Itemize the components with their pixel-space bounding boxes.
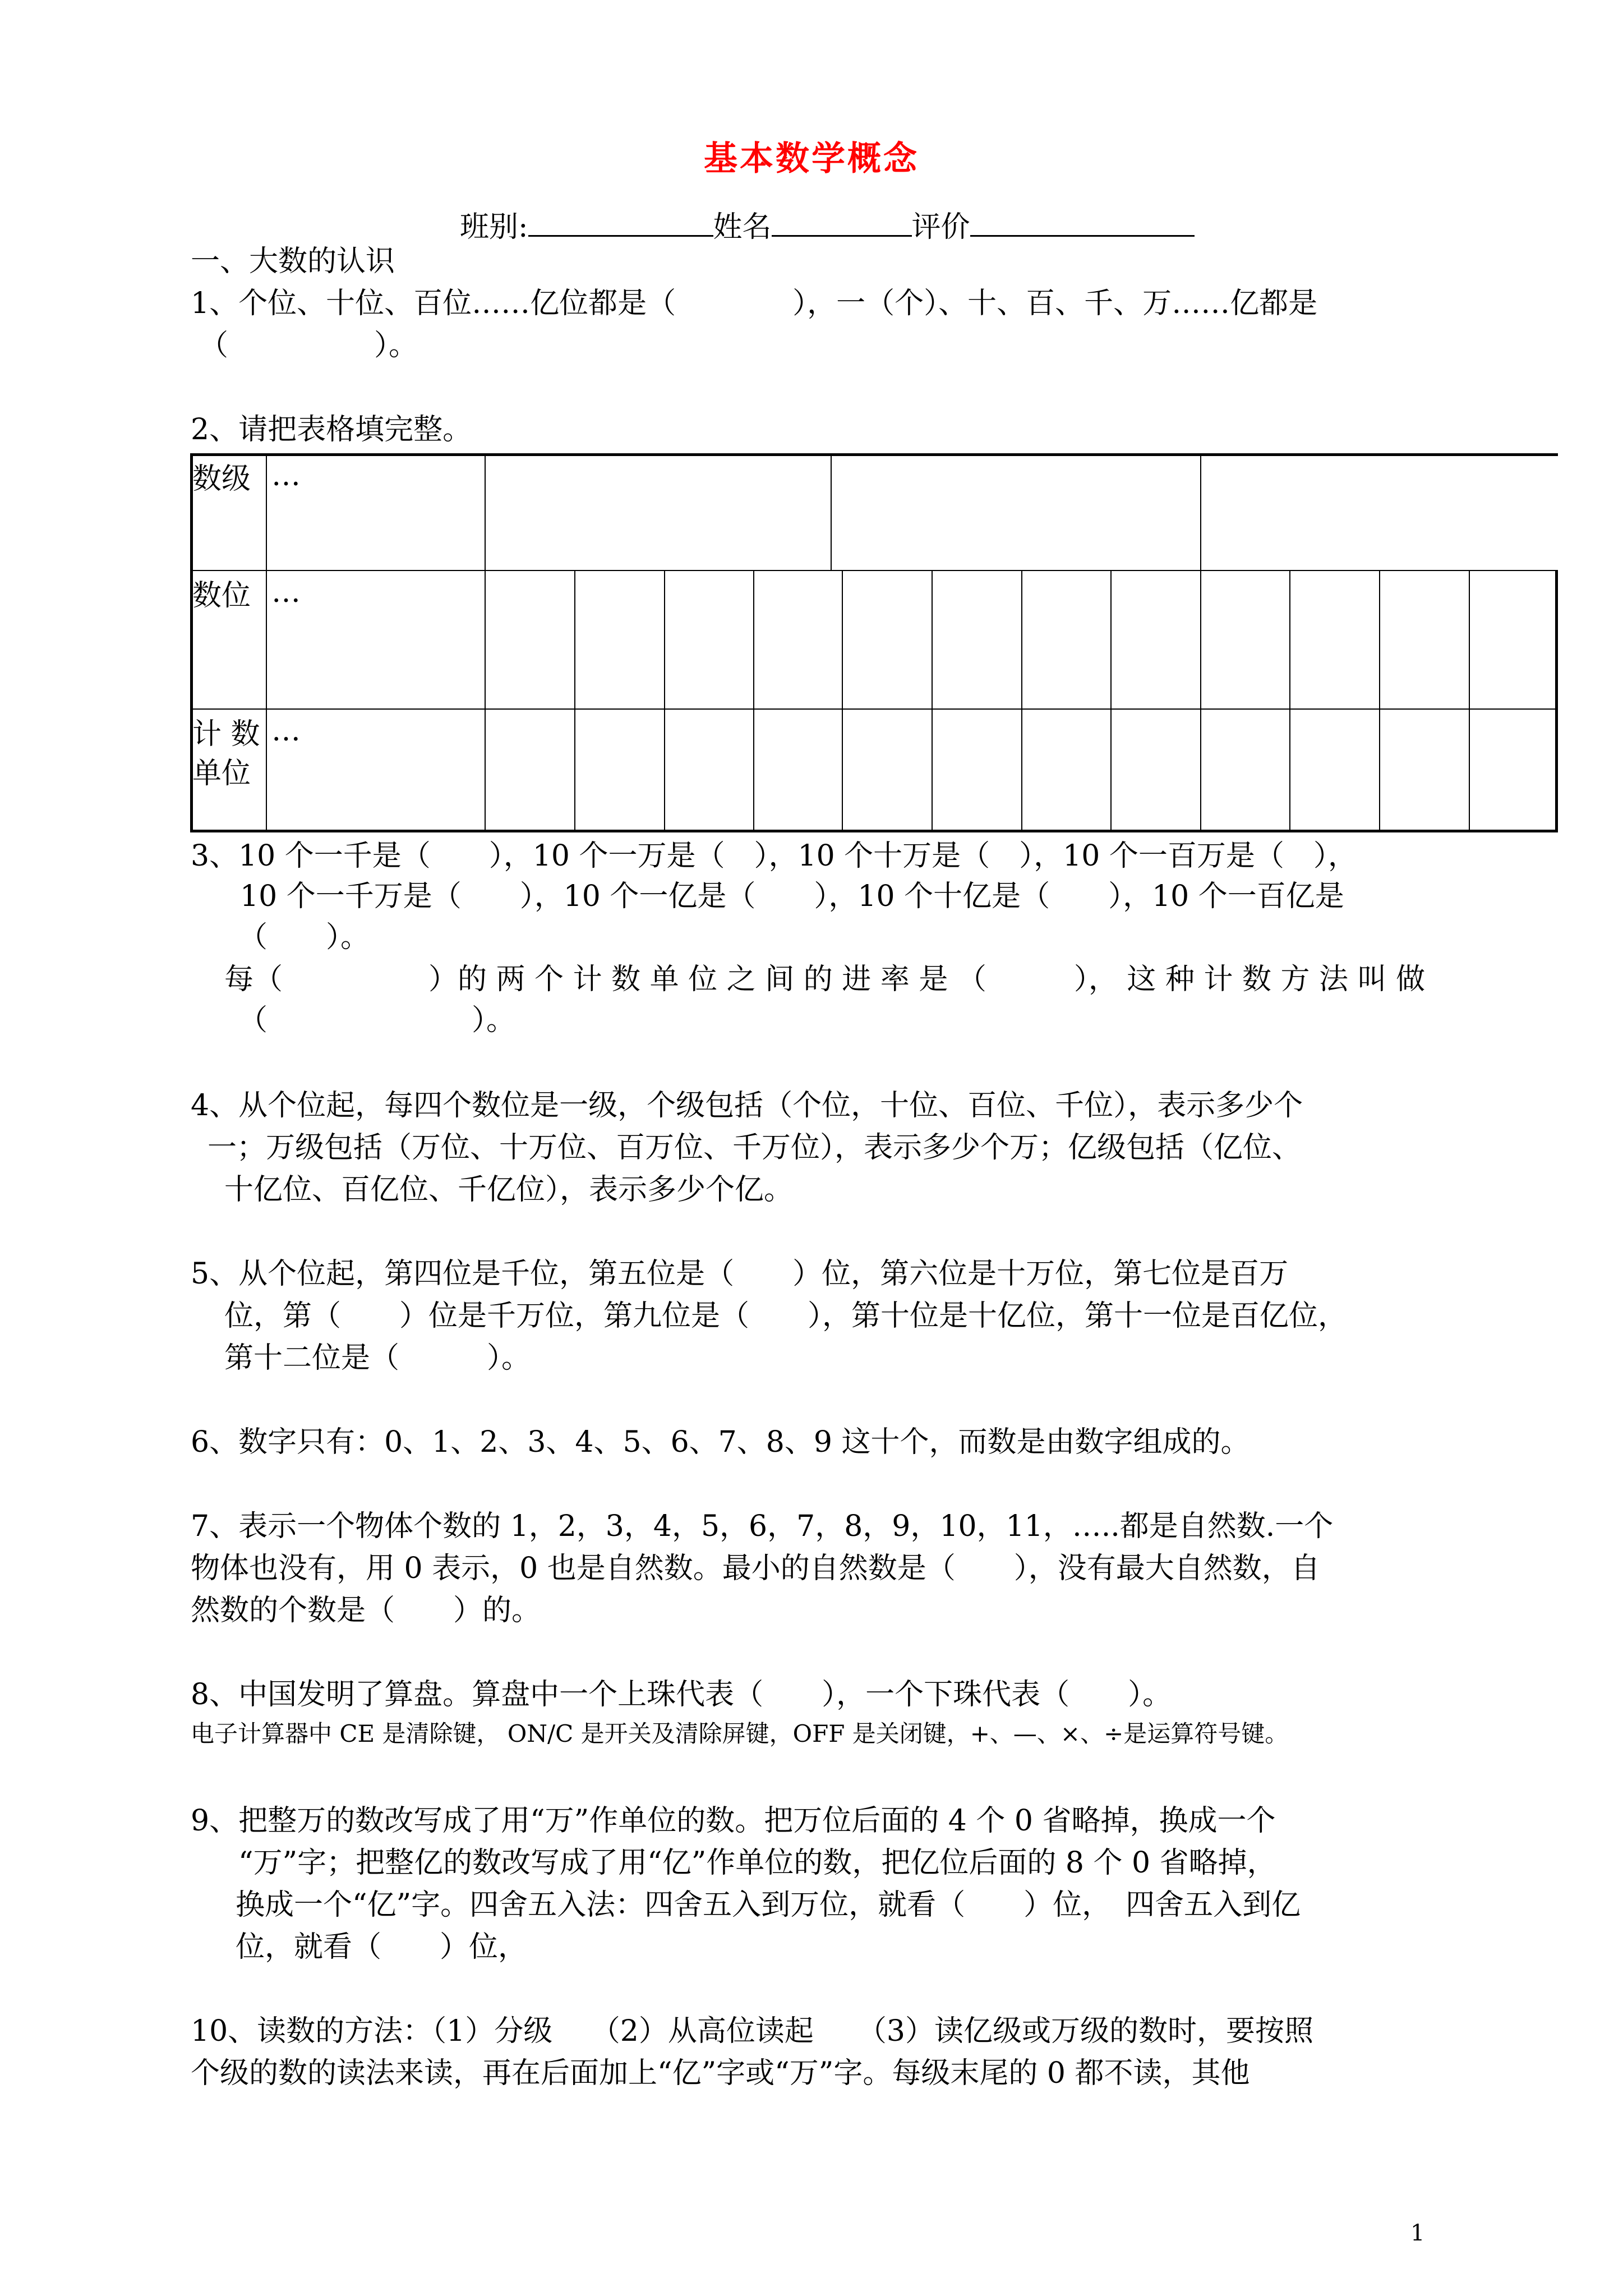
q8-line1: 8、中国发明了算盘。算盘中一个上珠代表（ ），一个下珠代表（ ）。 bbox=[191, 1678, 1172, 1711]
q5-line3: 第十二位是（ ）。 bbox=[224, 1341, 531, 1375]
table-col-divider bbox=[932, 570, 933, 832]
table-col-divider bbox=[753, 570, 754, 832]
table-col-divider bbox=[1289, 570, 1290, 832]
q7-line1: 7、表示一个物体个数的 1，2，3，4，5，6，7，8，9，10，11，…..都是自然数.一个 bbox=[191, 1510, 1334, 1543]
row-label-counting-unit-b: 单位 bbox=[192, 757, 251, 790]
section-heading: 一、大数的认识 bbox=[191, 245, 395, 278]
table-col-divider bbox=[266, 453, 267, 832]
q9-line1: 9、把整万的数改写成了用“万”作单位的数。把万位后面的 4 个 0 省略掉，换成一个 bbox=[191, 1804, 1276, 1838]
student-info-line bbox=[460, 203, 1195, 245]
q3-line1: 3、10 个一千是（ ），10 个一万是（ ），10 个十万是（ ），10 个一百万是（ ）， bbox=[191, 839, 1357, 873]
q5-line1: 5、从个位起，第四位是千位，第五位是（ ）位，第六位是十万位，第七位是百万 bbox=[191, 1257, 1289, 1291]
table-col-divider bbox=[831, 453, 832, 571]
table-col-divider bbox=[664, 570, 665, 832]
rating-label: 评价 bbox=[911, 210, 970, 244]
q1-line2: （ ）。 bbox=[199, 329, 418, 362]
table-col-divider bbox=[574, 570, 575, 832]
table-col-divider bbox=[485, 453, 486, 571]
name-label: 姓名 bbox=[713, 210, 772, 244]
q7-line3: 然数的个数是（ ）的。 bbox=[191, 1594, 541, 1627]
q3-line2: 10 个一千万是（ ），10 个一亿是（ ），10 个十亿是（ ），10 个一百亿是 bbox=[240, 880, 1344, 913]
table-col-divider bbox=[1110, 570, 1112, 832]
class-blank[interactable] bbox=[528, 206, 713, 237]
q5-line2: 位，第（ ）位是千万位，第九位是（ ），第十位是十亿位，第十一位是百亿位， bbox=[224, 1299, 1348, 1333]
table-border-bottom bbox=[190, 830, 1558, 832]
table-col-divider bbox=[1200, 453, 1201, 571]
q10-line1: 10、读数的方法：（1）分级 （2）从高位读起 （3）读亿级或万级的数时，要按照 bbox=[191, 2014, 1313, 2048]
q4-line2: 一；万级包括（万位、十万位、百万位、千万位），表示多少个万；亿级包括（亿位、 bbox=[208, 1131, 1302, 1165]
row2-ellipsis: … bbox=[271, 576, 301, 609]
q9-line2: “万”字；把整亿的数改写成了用“亿”作单位的数，把亿位后面的 8 个 0 省略掉， bbox=[238, 1846, 1276, 1880]
table-border-top bbox=[190, 453, 1558, 456]
place-value-table bbox=[190, 453, 1558, 832]
row1-ellipsis: … bbox=[271, 459, 301, 493]
q7-line2: 物体也没有，用 0 表示，0 也是自然数。最小的自然数是（ ），没有最大自然数，自 bbox=[191, 1552, 1320, 1585]
table-col-divider bbox=[1469, 570, 1470, 832]
table-col-divider bbox=[1200, 570, 1201, 832]
q6-text: 6、数字只有：0、1、2、3、4、5、6、7、8、9 这十个，而数是由数字组成的。 bbox=[191, 1425, 1250, 1459]
q10-line2: 个级的数的读法来读，再在后面加上“亿”字或“万”字。每级末尾的 0 都不读，其他 bbox=[191, 2056, 1250, 2090]
q3-line3: （ ）。 bbox=[238, 921, 370, 954]
table-row-divider bbox=[190, 570, 1558, 571]
row-label-digit-place: 数位 bbox=[192, 579, 251, 613]
row3-ellipsis: … bbox=[271, 714, 301, 748]
q9-line4: 位，就看（ ）位， bbox=[236, 1930, 528, 1964]
q3-line4: 每（ ）的 两 个 计 数 单 位 之 间 的 进 率 是 （ ）， 这 种 计 数 方 法 叫 做 bbox=[224, 963, 1426, 996]
table-border-right bbox=[1555, 570, 1558, 832]
q9-line3: 换成一个“亿”字。四舍五入法：四舍五入到万位，就看（ ）位， 四舍五入到亿 bbox=[236, 1888, 1301, 1922]
q4-line3: 十亿位、百亿位、千亿位），表示多少个亿。 bbox=[224, 1173, 794, 1207]
row-label-digit-group: 数级 bbox=[192, 462, 251, 496]
table-row-divider bbox=[190, 708, 1558, 710]
q2-text: 2、请把表格填完整。 bbox=[191, 413, 472, 447]
table-col-divider bbox=[485, 570, 486, 832]
q3-line5: （ ）。 bbox=[238, 1004, 516, 1037]
q8-line2: 电子计算器中 CE 是清除键， ON/C 是开关及清除屏键，OFF 是关闭键，+、—、×、÷是运算符号键。 bbox=[191, 1720, 1289, 1747]
table-col-divider bbox=[1021, 570, 1022, 832]
table-col-divider bbox=[1379, 570, 1380, 832]
name-blank[interactable] bbox=[772, 206, 912, 237]
q1-line1: 1、个位、十位、百位……亿位都是（ ），一（个）、十、百、千、万……亿都是 bbox=[191, 287, 1318, 320]
row-label-counting-unit-a: 计 数 bbox=[192, 717, 260, 751]
class-label: 班别: bbox=[460, 210, 528, 244]
table-col-divider bbox=[842, 570, 843, 832]
q4-line1: 4、从个位起，每四个数位是一级，个级包括（个位，十位、百位、千位），表示多少个 bbox=[191, 1089, 1303, 1122]
page-number: 1 bbox=[1410, 2220, 1425, 2246]
page-title: 基本数学概念 bbox=[704, 139, 919, 178]
rating-blank[interactable] bbox=[970, 206, 1195, 237]
